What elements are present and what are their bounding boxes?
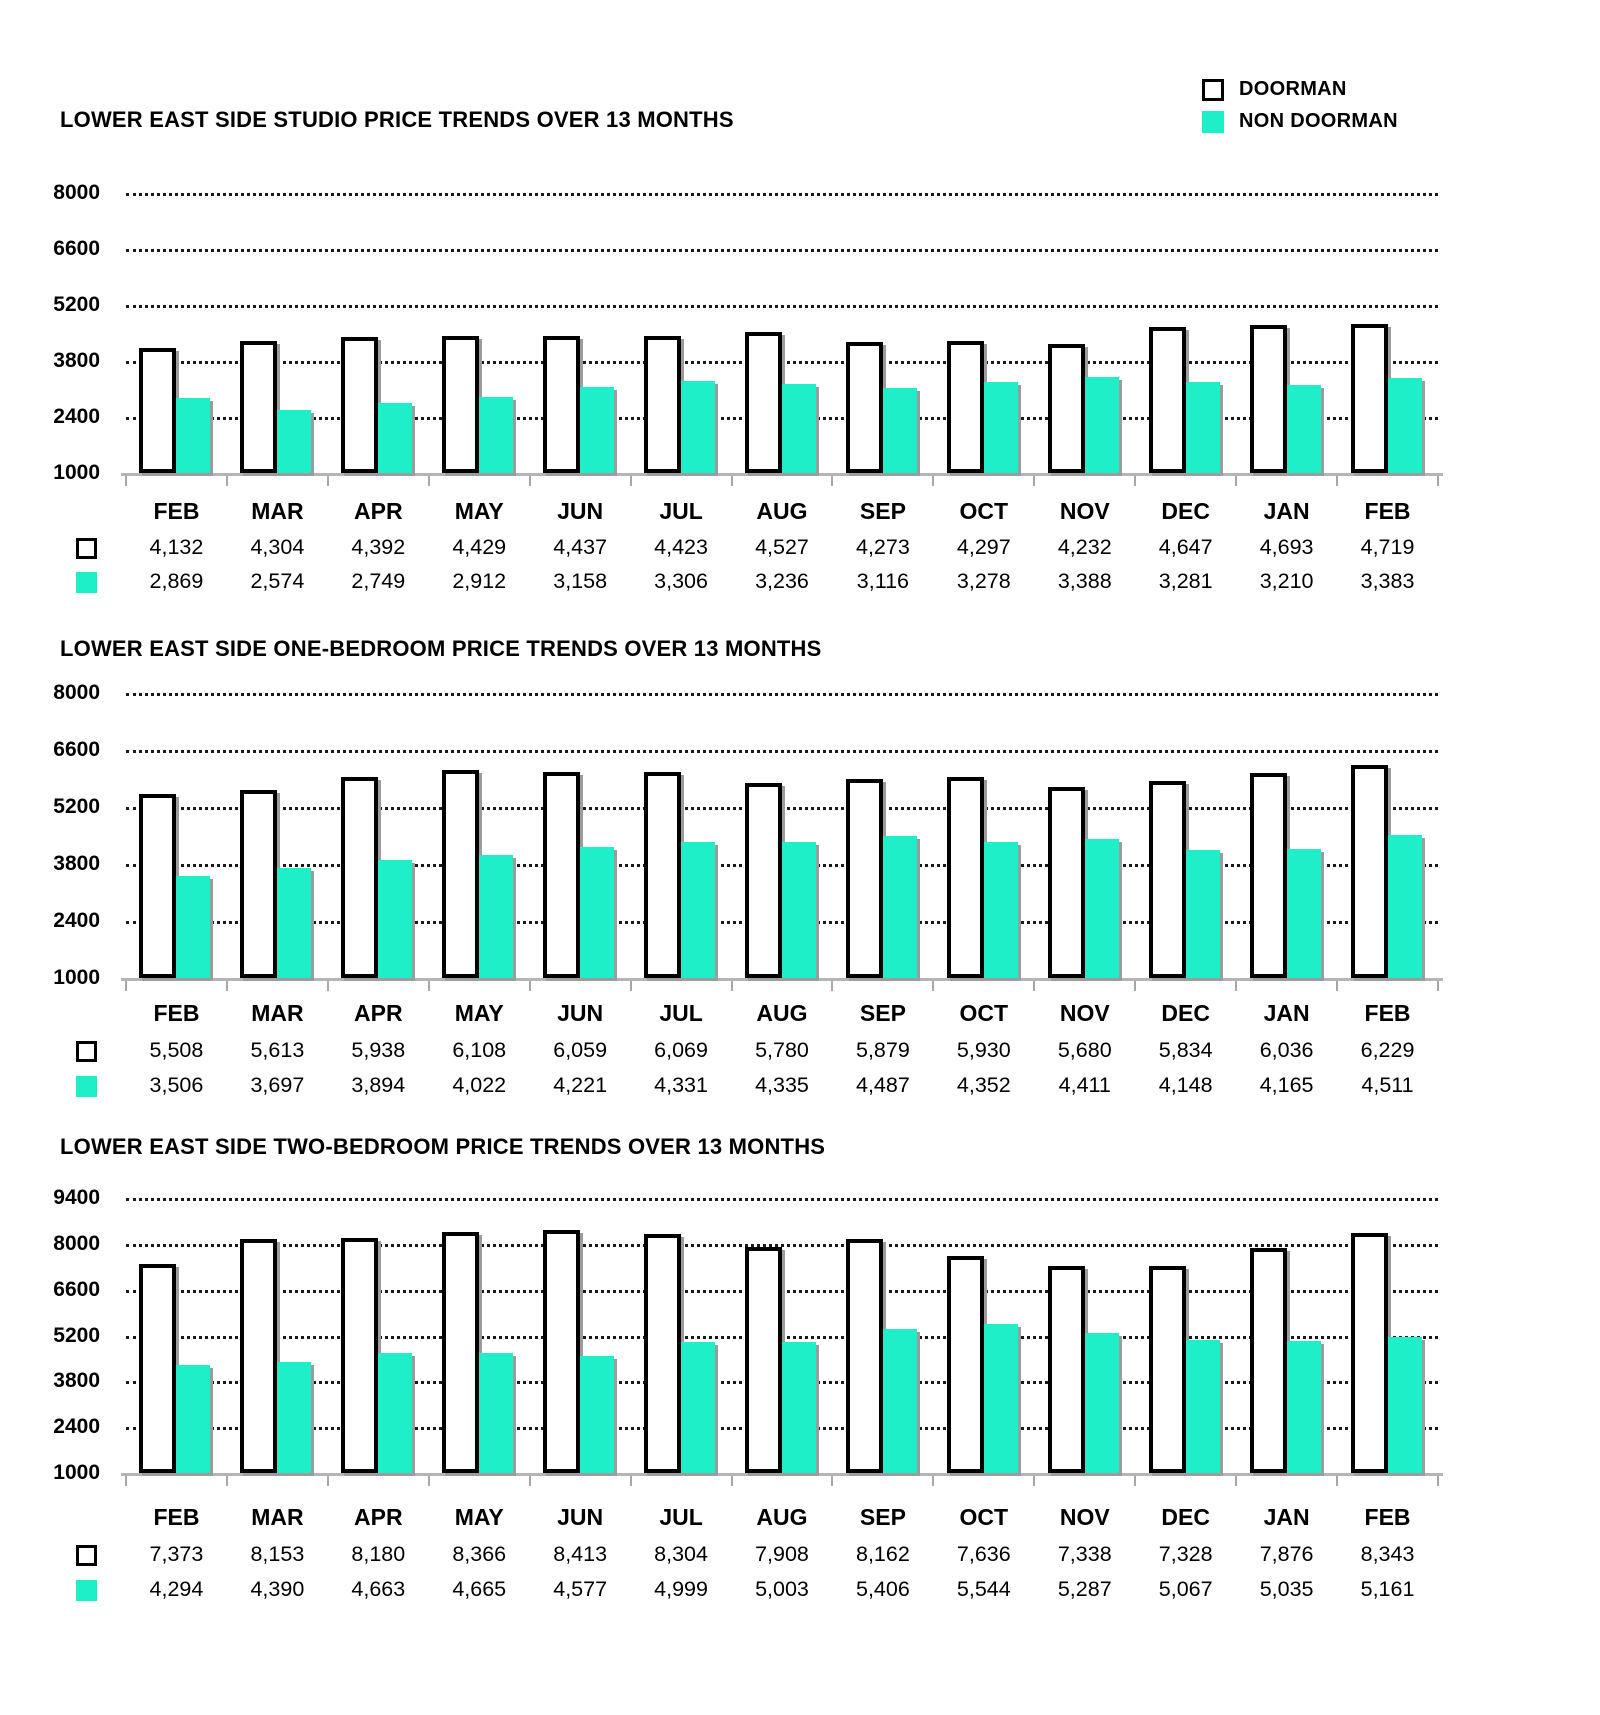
x-axis-tick [226,1476,228,1486]
x-axis-tick [932,476,934,486]
x-axis-tick [327,1476,329,1486]
non-doorman-value: 5,035 [1259,1577,1314,1601]
doorman-value: 6,108 [452,1038,507,1062]
non-doorman-value: 5,161 [1360,1577,1415,1601]
month-label: FEB [153,498,200,524]
gridline [126,1244,1438,1247]
month-label: MAY [454,1000,504,1026]
x-axis-tick [1235,1476,1237,1486]
non-doorman-bar [681,381,715,473]
x-axis-tick [1134,981,1136,991]
month-label: FEB [1364,498,1411,524]
month-label: JUL [659,1000,703,1026]
doorman-value: 7,373 [149,1542,204,1566]
doorman-bar [442,770,479,978]
non-doorman-value: 5,287 [1057,1577,1112,1601]
non-doorman-value: 4,165 [1259,1073,1314,1097]
doorman-value: 4,437 [553,535,608,559]
x-axis-tick [1336,476,1338,486]
non-doorman-bar [1085,1333,1119,1473]
non-doorman-bar [277,1362,311,1473]
month-label: JUL [659,498,703,524]
x-axis-tick [1033,1476,1035,1486]
doorman-bar [442,1232,479,1473]
month-label: MAR [251,498,304,524]
doorman-bar [846,342,883,473]
doorman-value: 5,930 [956,1038,1011,1062]
doorman-value: 4,232 [1057,535,1112,559]
non-doorman-bar [883,836,917,978]
month-label: MAR [251,1000,304,1026]
non-doorman-bar [883,388,917,473]
doorman-value: 7,636 [956,1542,1011,1566]
x-axis-tick [630,476,632,486]
doorman-value: 6,069 [654,1038,708,1062]
doorman-value: 4,304 [250,535,305,559]
non-doorman-bar [883,1329,917,1473]
doorman-bar [341,337,378,473]
non-doorman-bar [277,410,311,473]
studio-plot-area [126,193,1438,473]
x-axis-tick [226,476,228,486]
non-doorman-value: 3,236 [755,569,809,593]
chart-legend [1202,78,1398,142]
doorman-value: 4,273 [856,535,910,559]
doorman-value: 5,938 [351,1038,406,1062]
month-label: OCT [959,1504,1009,1530]
doorman-value: 4,423 [654,535,708,559]
non-doorman-value: 4,148 [1158,1073,1213,1097]
non-doorman-bar [984,1324,1018,1473]
doorman-bar [1149,327,1186,473]
non-doorman-swatch-icon [1202,111,1224,133]
doorman-bar [745,1247,782,1473]
month-label: OCT [959,498,1009,524]
doorman-value: 6,059 [553,1038,608,1062]
non-doorman-value: 2,869 [149,569,204,593]
month-label: SEP [859,1504,906,1530]
doorman-bar [341,1238,378,1473]
doorman-bar [1250,325,1287,473]
gridline [126,1198,1438,1201]
month-label: DEC [1161,1504,1210,1530]
month-label: JAN [1263,498,1310,524]
doorman-value: 7,338 [1057,1542,1112,1566]
non-doorman-row-key-icon [76,1076,97,1097]
month-label: APR [354,498,403,524]
doorman-value: 7,876 [1259,1542,1314,1566]
month-label: SEP [859,498,906,524]
doorman-value: 4,297 [956,535,1011,559]
non-doorman-bar [378,403,412,473]
doorman-bar [543,336,580,473]
x-axis-tick [1235,476,1237,486]
legend-item-doorman [1202,78,1398,101]
x-axis-tick [1033,476,1035,486]
month-label: MAR [251,1504,304,1530]
month-label: AUG [756,1504,808,1530]
non-doorman-bar [479,855,513,978]
non-doorman-value: 4,511 [1361,1073,1414,1097]
x-axis-tick [1336,1476,1338,1486]
doorman-bar [947,777,984,978]
x-axis-baseline [121,1473,1443,1476]
month-label: AUG [756,498,808,524]
non-doorman-value: 3,697 [250,1073,305,1097]
doorman-bar [139,1264,176,1473]
non-doorman-row-key-icon [76,572,97,593]
y-axis-tick-label: 8000 [53,1231,100,1255]
doorman-row-key-icon [76,1545,97,1566]
doorman-bar [644,772,681,978]
doorman-bar [139,348,176,473]
doorman-bar [442,336,479,473]
month-label: SEP [859,1000,906,1026]
non-doorman-value: 2,912 [452,569,507,593]
non-doorman-value: 3,278 [956,569,1011,593]
month-label: NOV [1059,498,1110,524]
gridline [126,750,1438,753]
non-doorman-value: 3,894 [351,1073,406,1097]
one-bedroom-chart-title: LOWER EAST SIDE ONE-BEDROOM PRICE TRENDS OVER 13 MONTHS [60,636,822,661]
doorman-bar [1351,1233,1388,1473]
doorman-bar [139,794,176,978]
doorman-value: 8,162 [856,1542,910,1566]
doorman-value: 4,719 [1360,535,1415,559]
non-doorman-value: 3,306 [654,569,708,593]
non-doorman-value: 4,999 [654,1577,708,1601]
studio-chart-title: LOWER EAST SIDE STUDIO PRICE TRENDS OVER 13 MONTHS [60,107,734,132]
doorman-value: 6,036 [1259,1038,1314,1062]
month-label: AUG [756,1000,808,1026]
non-doorman-value: 4,221 [553,1073,608,1097]
y-axis-tick-label: 5200 [53,1323,100,1347]
non-doorman-value: 4,665 [452,1577,507,1601]
x-axis-tick [1336,981,1338,991]
month-label: JUN [557,498,604,524]
non-doorman-value: 3,116 [856,569,910,593]
non-doorman-value: 4,577 [553,1577,608,1601]
non-doorman-bar [176,398,210,473]
doorman-value: 8,180 [351,1542,406,1566]
non-doorman-bar [1186,382,1220,473]
month-label: JUN [557,1504,604,1530]
legend-label-doorman: DOORMAN [1239,78,1347,100]
non-doorman-bar [1388,835,1422,978]
doorman-bar [1149,781,1186,978]
doorman-bar [947,341,984,473]
x-axis-tick [1437,1476,1439,1486]
non-doorman-value: 4,487 [856,1073,910,1097]
non-doorman-bar [1388,1337,1422,1473]
doorman-value: 8,366 [452,1542,507,1566]
doorman-bar [846,779,883,978]
non-doorman-bar [681,842,715,978]
y-axis-tick-label: 8000 [53,681,100,704]
x-axis-tick [731,476,733,486]
non-doorman-bar [782,842,816,978]
doorman-row-key-icon [76,1041,97,1062]
non-doorman-value: 5,067 [1158,1577,1213,1601]
x-axis-tick [226,981,228,991]
x-axis-tick [831,1476,833,1486]
gridline [126,1290,1438,1293]
x-axis-tick [1134,476,1136,486]
doorman-bar [745,783,782,978]
two-bedroom-chart-title: LOWER EAST SIDE TWO-BEDROOM PRICE TRENDS OVER 13 MONTHS [60,1134,826,1159]
doorman-bar [1250,773,1287,978]
x-axis-tick [1033,981,1035,991]
month-label: APR [354,1504,403,1530]
doorman-bar [1048,1266,1085,1473]
non-doorman-value: 3,388 [1057,569,1112,593]
x-axis-baseline [121,473,1443,476]
non-doorman-value: 5,003 [755,1577,809,1601]
x-axis-tick [529,981,531,991]
doorman-value: 7,328 [1158,1542,1213,1566]
doorman-value: 5,508 [149,1038,204,1062]
x-axis-tick [630,981,632,991]
month-label: MAY [454,498,504,524]
y-axis-tick-label: 6600 [53,738,100,761]
month-label: DEC [1161,1000,1210,1026]
x-axis-tick [327,476,329,486]
x-axis-tick [125,981,127,991]
non-doorman-bar [378,1353,412,1473]
doorman-row-key-icon [76,538,97,559]
doorman-swatch-icon [1202,79,1224,101]
x-axis-tick [731,981,733,991]
doorman-bar [745,332,782,473]
non-doorman-bar [176,876,210,978]
month-label: JAN [1263,1504,1310,1530]
x-axis-tick [630,1476,632,1486]
y-axis-tick-label: 2400 [53,909,100,932]
doorman-value: 8,343 [1360,1542,1415,1566]
y-axis-tick-label: 1000 [53,461,100,484]
doorman-value: 8,413 [553,1542,608,1566]
y-axis-tick-label: 2400 [53,405,100,428]
non-doorman-value: 3,506 [149,1073,204,1097]
non-doorman-bar [1085,839,1119,978]
non-doorman-bar [378,860,412,978]
non-doorman-bar [580,1356,614,1473]
doorman-value: 7,908 [755,1542,809,1566]
non-doorman-value: 4,294 [149,1577,204,1601]
y-axis-tick-label: 2400 [53,1415,100,1439]
y-axis-tick-label: 3800 [53,349,100,372]
y-axis-tick-label: 6600 [53,237,100,260]
x-axis-tick [932,981,934,991]
month-label: DEC [1161,498,1210,524]
y-axis-tick-label: 9400 [53,1186,100,1209]
non-doorman-bar [1287,385,1321,473]
x-axis-tick [1134,1476,1136,1486]
doorman-bar [543,1230,580,1473]
doorman-bar [1351,324,1388,473]
non-doorman-bar [1186,1340,1220,1473]
doorman-bar [644,336,681,473]
x-axis-tick [428,981,430,991]
non-doorman-bar [782,384,816,473]
doorman-bar [1250,1248,1287,1473]
y-axis-tick-label: 5200 [53,293,100,316]
legend-item-non-doorman [1202,110,1398,133]
month-label: JAN [1263,1000,1310,1026]
doorman-bar [947,1256,984,1473]
non-doorman-value: 4,390 [250,1577,305,1601]
doorman-bar [240,1239,277,1473]
y-axis-tick-label: 1000 [53,1461,100,1484]
gridline [126,193,1438,196]
doorman-value: 4,693 [1259,535,1314,559]
non-doorman-bar [1085,377,1119,473]
doorman-value: 4,429 [452,535,507,559]
month-label: JUL [659,1504,703,1530]
doorman-bar [543,772,580,978]
x-axis-tick [428,1476,430,1486]
doorman-value: 5,680 [1057,1038,1112,1062]
x-axis-tick [1437,981,1439,991]
one-bedroom-plot-area [126,693,1438,978]
month-label: FEB [153,1504,200,1530]
doorman-value: 4,392 [351,535,406,559]
non-doorman-value: 4,335 [755,1073,809,1097]
non-doorman-row-key-icon [76,1580,97,1601]
two-bedroom-plot-area [126,1198,1438,1473]
y-axis-tick-label: 6600 [53,1277,100,1301]
month-label: APR [354,1000,403,1026]
x-axis-tick [125,1476,127,1486]
doorman-value: 5,613 [250,1038,305,1062]
non-doorman-value: 5,544 [956,1577,1011,1601]
y-axis-tick-label: 3800 [53,1369,100,1393]
x-axis-baseline [121,978,1443,981]
y-axis-tick-label: 5200 [53,795,100,818]
x-axis-tick [831,981,833,991]
non-doorman-bar [1287,1341,1321,1473]
non-doorman-value: 2,574 [250,569,305,593]
doorman-bar [1351,765,1388,978]
month-label: NOV [1059,1000,1110,1026]
doorman-value: 5,780 [755,1038,809,1062]
non-doorman-value: 4,663 [351,1577,406,1601]
gridline [126,693,1438,696]
x-axis-tick [125,476,127,486]
doorman-value: 8,153 [250,1542,305,1566]
non-doorman-value: 3,158 [553,569,608,593]
non-doorman-bar [782,1342,816,1473]
doorman-value: 6,229 [1360,1038,1415,1062]
non-doorman-bar [479,397,513,473]
non-doorman-value: 5,406 [856,1577,910,1601]
x-axis-tick [529,476,531,486]
x-axis-tick [932,1476,934,1486]
non-doorman-bar [176,1365,210,1473]
non-doorman-bar [1287,849,1321,978]
doorman-value: 4,647 [1158,535,1213,559]
x-axis-tick [1437,476,1439,486]
non-doorman-value: 3,281 [1158,569,1213,593]
doorman-value: 4,527 [755,535,809,559]
non-doorman-bar [681,1342,715,1473]
doorman-bar [1149,1266,1186,1473]
doorman-bar [1048,787,1085,978]
x-axis-tick [428,476,430,486]
non-doorman-bar [1388,378,1422,473]
non-doorman-value: 4,022 [452,1073,507,1097]
month-label: FEB [1364,1504,1411,1530]
x-axis-tick [831,476,833,486]
gridline [126,1336,1438,1339]
month-label: FEB [153,1000,200,1026]
doorman-value: 8,304 [654,1542,708,1566]
doorman-bar [341,777,378,978]
x-axis-tick [529,1476,531,1486]
month-label: MAY [454,1504,504,1530]
x-axis-tick [327,981,329,991]
y-axis-tick-label: 3800 [53,852,100,875]
non-doorman-value: 3,210 [1259,569,1314,593]
doorman-bar [846,1239,883,1473]
doorman-value: 4,132 [149,535,204,559]
non-doorman-value: 3,383 [1360,569,1415,593]
non-doorman-bar [580,387,614,473]
month-label: OCT [959,1000,1009,1026]
non-doorman-bar [580,847,614,978]
non-doorman-bar [1186,850,1220,978]
doorman-bar [240,790,277,978]
month-label: JUN [557,1000,604,1026]
legend-label-non-doorman: NON DOORMAN [1239,110,1398,132]
gridline [126,249,1438,252]
non-doorman-value: 4,331 [654,1073,708,1097]
doorman-value: 5,879 [856,1038,910,1062]
doorman-bar [644,1234,681,1473]
non-doorman-bar [984,842,1018,978]
non-doorman-bar [277,868,311,978]
gridline [126,305,1438,308]
non-doorman-bar [984,382,1018,473]
month-label: NOV [1059,1504,1110,1530]
doorman-value: 5,834 [1158,1038,1213,1062]
non-doorman-value: 2,749 [351,569,406,593]
doorman-bar [240,341,277,473]
non-doorman-value: 4,411 [1058,1073,1111,1097]
y-axis-tick-label: 8000 [53,181,100,204]
non-doorman-bar [479,1353,513,1473]
x-axis-tick [731,1476,733,1486]
x-axis-tick [1235,981,1237,991]
doorman-bar [1048,344,1085,473]
gridline [126,807,1438,810]
month-label: FEB [1364,1000,1411,1026]
y-axis-tick-label: 1000 [53,966,100,989]
gridline [126,361,1438,364]
non-doorman-value: 4,352 [956,1073,1011,1097]
